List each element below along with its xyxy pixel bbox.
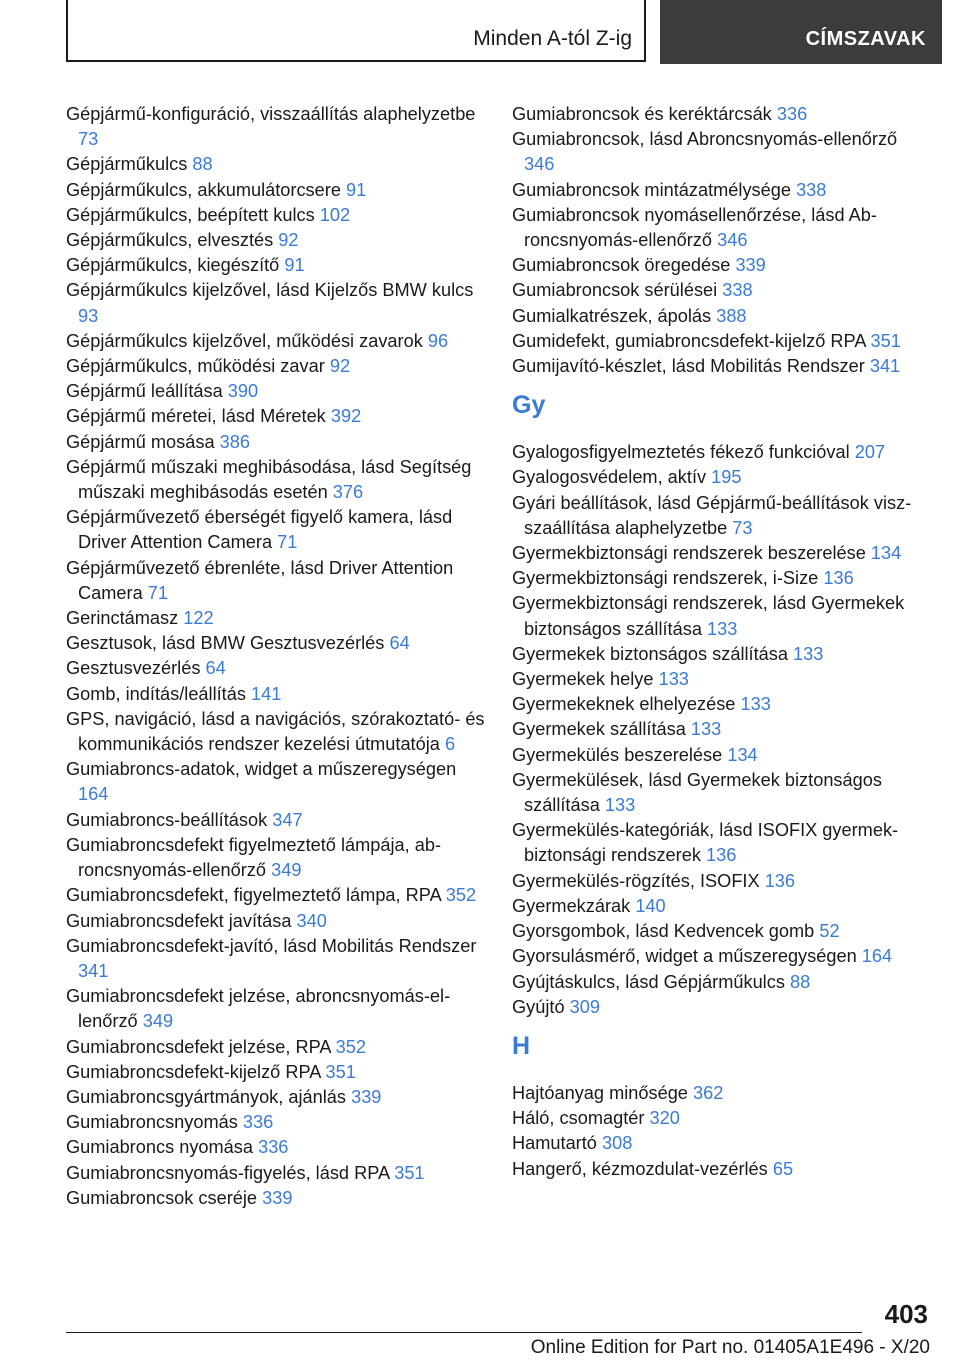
index-entry (512, 894, 932, 919)
index-entry-page-link[interactable]: 133 (793, 643, 824, 664)
index-entry-text: Háló, csomagtér (512, 1108, 645, 1129)
index-entry (66, 883, 486, 908)
index-entry (66, 228, 486, 253)
index-entry (512, 717, 932, 742)
index-entry-text: GPS, navigáció, lásd a navigációs, szórakoztató- és kommunikációs rendszer kezelési útmutatója (66, 708, 485, 755)
index-column-right (512, 102, 932, 1182)
index-entry (66, 178, 486, 203)
index-entry (66, 833, 486, 883)
index-entry-text: Gumiabroncsok cseréje (66, 1187, 258, 1208)
index-entry (512, 869, 932, 894)
index-entry-page-link[interactable]: 386 (219, 431, 251, 452)
index-entry-page-link[interactable]: 73 (78, 129, 99, 150)
section-tab-label: Minden A-tól Z-ig (473, 27, 632, 50)
index-entry (66, 707, 486, 757)
page-number: 403 (884, 1299, 928, 1329)
index-entry (66, 656, 486, 681)
index-entry-page-link[interactable]: 347 (272, 809, 303, 830)
index-entry-text: Gépjármű leállítása (66, 381, 223, 402)
index-entry (66, 379, 486, 404)
index-entry (512, 919, 932, 944)
index-entry-page-link[interactable]: 351 (870, 330, 901, 351)
index-entry (66, 102, 486, 152)
index-entry-text: Hajtóanyag minősége (512, 1082, 688, 1103)
index-entry (512, 253, 932, 278)
index-entry-page-link[interactable]: 96 (427, 330, 449, 351)
index-entry-page-link[interactable]: 93 (78, 305, 99, 326)
index-entry (512, 995, 932, 1020)
index-entry (66, 1186, 486, 1211)
index-entry-page-link[interactable]: 133 (604, 795, 636, 816)
index-entry-page-link[interactable]: 136 (705, 845, 737, 866)
index-entry (512, 203, 932, 253)
index-entry-page-link[interactable]: 308 (601, 1133, 633, 1154)
index-entry-text: Gumijavító-készlet, lásd Mobilitás Rendszer (512, 356, 865, 377)
index-entry-text: Gyújtó (512, 996, 565, 1017)
index-entry-page-link[interactable]: 339 (351, 1086, 382, 1107)
index-entry-text: Gyári beállítások, lásd Gépjármű-beállítások viszszaállítása alaphelyzetbe (512, 492, 912, 538)
index-entry (512, 102, 932, 127)
index-entry-text: Gépjárműkulcs kijelzővel, működési zavarok (66, 330, 423, 351)
index-entry (512, 970, 932, 995)
index-list-h (512, 1081, 932, 1182)
index-entry (66, 430, 486, 455)
index-entry-text: Gumiabroncsdefekt jelzése, RPA (66, 1036, 331, 1057)
index-entry (66, 757, 486, 807)
index-entry (512, 1157, 932, 1182)
index-entry-page-link[interactable]: 73 (732, 517, 753, 538)
index-entry-text: Gumiabroncsok mintázatmélysége (512, 179, 791, 200)
index-entry-page-link[interactable]: 71 (147, 582, 168, 603)
index-entry (512, 178, 932, 203)
index-entry-text: Gyalogosfigyelmeztetés fékező funkcióval (512, 442, 850, 463)
index-entry (66, 909, 486, 934)
index-entry (512, 818, 932, 868)
index-entry-page-link[interactable]: 140 (635, 895, 666, 916)
index-entry (66, 984, 486, 1034)
index-entry-text: Gyorsgombok, lásd Kedvencek gomb (512, 921, 815, 942)
index-entry-page-link[interactable]: 141 (251, 683, 282, 704)
index-entry-page-link[interactable]: 6 (444, 734, 456, 755)
index-list-g (512, 102, 932, 379)
index-entry-text: Gyorsulásmérő, widget a műszeregységen (512, 946, 857, 967)
index-list-gy (512, 440, 932, 1020)
index-entry (512, 1131, 932, 1156)
index-entry-text: Gyermekbiztonsági rendszerek beszerelése (512, 543, 866, 564)
index-entry-text: Gumiabroncsnyomás (66, 1112, 238, 1133)
index-entry-text: Gumiabroncsdefekt-kijelző RPA (66, 1061, 321, 1082)
index-entry-text: Gépjárműkulcs, kiegészítő (66, 255, 280, 276)
index-entry-page-link[interactable]: 362 (693, 1082, 724, 1103)
index-entry-page-link[interactable]: 339 (262, 1187, 293, 1208)
index-entry-text: Gumiabroncsok, lásd Abroncsnyomás-ellenőrző (512, 129, 898, 150)
index-entry-page-link[interactable]: 136 (764, 870, 796, 891)
index-entry-page-link[interactable]: 336 (776, 104, 808, 124)
index-entry-text: Gépjármű méretei, lásd Méretek (66, 406, 326, 427)
index-entry-text: Gerinctámasz (66, 608, 179, 629)
index-entry-text: Gépjárműkulcs, működési zavar (66, 356, 325, 377)
index-entry-text: Gumiabroncsok sérülései (512, 280, 718, 301)
index-entry (512, 591, 932, 641)
index-entry (66, 455, 486, 505)
index-entry-text: Gyújtáskulcs, lásd Gépjárműkulcs (512, 971, 785, 992)
index-entry (66, 934, 486, 984)
index-entry-text: Gumiabroncsdefekt javítása (66, 910, 292, 931)
index-entry-text: Gépjárműkulcs (66, 154, 188, 175)
index-entry-text: Gépjárműkulcs, beépített kulcs (66, 204, 315, 225)
index-entry-page-link[interactable]: 122 (183, 608, 214, 629)
index-entry-text: Gyermekülés beszerelése (512, 744, 723, 765)
index-entry-text: Gépjárműkulcs kijelzővel, lásd Kijelzős BMW kulcs (66, 280, 474, 301)
index-entry-text: Gumiabroncsok nyomásellenőrzése, lásd Abroncsnyomás-ellenőrző (512, 204, 877, 251)
index-entry-page-link[interactable]: 164 (78, 784, 109, 805)
index-entry-page-link[interactable]: 346 (524, 154, 555, 175)
index-entry (512, 440, 932, 465)
index-entry (512, 127, 932, 177)
index-entry-page-link[interactable]: 92 (278, 230, 299, 251)
index-entry (66, 1161, 486, 1186)
index-entry-page-link[interactable]: 52 (819, 921, 840, 942)
index-entry-text: Gumiabroncsgyártmányok, ajánlás (66, 1086, 347, 1107)
index-entry-page-link[interactable]: 64 (389, 633, 410, 654)
index-entry (66, 631, 486, 656)
index-entry (66, 354, 486, 379)
index-entry-text: Gumidefekt, gumiabroncsdefekt-kijelző RPA (512, 330, 866, 351)
index-entry-page-link[interactable]: 71 (277, 532, 298, 553)
index-entry-page-link[interactable]: 164 (861, 946, 893, 967)
index-entry-text: Gumiabroncsdefekt-javító, lásd Mobilitás Rendszer (66, 935, 477, 956)
index-entry-page-link[interactable]: 351 (325, 1061, 356, 1082)
index-entry-page-link[interactable]: 336 (242, 1112, 274, 1133)
index-entry-text: Gyermekbiztonsági rendszerek, i-Size (512, 568, 819, 589)
index-entry-page-link[interactable]: 392 (330, 406, 362, 427)
index-entry (66, 1110, 486, 1135)
index-entry (512, 667, 932, 692)
index-entry-text: Gesztusok, lásd BMW Gesztusvezérlés (66, 633, 385, 654)
index-entry (66, 1085, 486, 1110)
index-entry (66, 808, 486, 833)
index-entry-page-link[interactable]: 349 (142, 1011, 174, 1032)
index-entry-page-link[interactable]: 88 (789, 971, 811, 992)
index-entry-page-link[interactable]: 195 (711, 467, 742, 488)
index-entry (512, 465, 932, 490)
index-entry (512, 329, 932, 354)
page-header (0, 0, 960, 66)
index-entry (512, 768, 932, 818)
footer-divider (66, 1332, 862, 1333)
index-entry-page-link[interactable]: 91 (284, 255, 305, 276)
index-entry (512, 944, 932, 969)
index-entry-text: Gépjárműkulcs, elvesztés (66, 230, 274, 251)
index-entry-text: Hangerő, kézmozdulat-vezérlés (512, 1158, 768, 1179)
index-entry (66, 682, 486, 707)
index-entry-text: Gesztusvezérlés (66, 658, 201, 679)
index-entry-page-link[interactable]: 352 (445, 885, 477, 906)
index-entry-text: Gumiabroncsok és keréktárcsák (512, 104, 772, 124)
index-entry (66, 404, 486, 429)
index-entry-page-link[interactable]: 88 (192, 154, 213, 175)
index-entry (66, 505, 486, 555)
index-entry-page-link[interactable]: 390 (227, 381, 259, 402)
index-entry-text: Gyermekbiztonsági rendszerek, lásd Gyermekek biztonságos szállítása (512, 593, 905, 639)
index-entry-text: Gyermekülés-kategóriák, lásd ISOFIX gyermekbiztonsági rendszerek (512, 820, 899, 866)
index-entry-page-link[interactable]: 134 (727, 744, 758, 765)
index-entry-text: Gyermekeknek elhelyezése (512, 694, 736, 715)
index-entry-page-link[interactable]: 133 (690, 719, 722, 740)
index-entry-page-link[interactable]: 136 (823, 568, 854, 589)
index-entry (512, 1081, 932, 1106)
index-entry-text: Gyermekek helye (512, 669, 654, 690)
index-entry-text: Hamutartó (512, 1133, 597, 1154)
index-entry (66, 556, 486, 606)
index-entry-page-link[interactable]: 336 (258, 1137, 289, 1158)
index-entry-text: Gumiabroncsok öregedése (512, 255, 731, 276)
index-entry-page-link[interactable]: 134 (870, 543, 902, 564)
index-entry (512, 354, 932, 379)
index-entry-text: Gépjárművezető ébrenléte, lásd Driver Attention Camera (66, 557, 454, 603)
section-heading-h: H (512, 1031, 531, 1060)
index-entry-text: Gumiabroncs nyomása (66, 1137, 254, 1158)
index-entry (512, 491, 932, 541)
index-entry-page-link[interactable]: 352 (335, 1036, 366, 1057)
index-entry-text: Gumiabroncsnyomás-figyelés, lásd RPA (66, 1162, 390, 1183)
section-tab[interactable] (66, 0, 646, 62)
index-entry-page-link[interactable]: 309 (569, 996, 600, 1017)
index-entry-page-link[interactable]: 341 (869, 356, 901, 377)
index-entry-text: Gyalogosvédelem, aktív (512, 467, 707, 488)
index-entry (512, 1106, 932, 1131)
index-entry-text: Gépjármű-konfiguráció, visszaállítás alaphelyzetbe (66, 104, 476, 124)
index-entry-page-link[interactable]: 92 (329, 356, 351, 377)
index-entry (66, 329, 486, 354)
index-entry (66, 253, 486, 278)
index-entry (512, 743, 932, 768)
index-entry (66, 1135, 486, 1160)
index-entry-text: Gumiabroncsdefekt figyelmeztető lámpája, abroncsnyomás-ellenőrző (66, 834, 442, 881)
index-entry-text: Gyermekülések, lásd Gyermekek biztonságos szállítása (512, 769, 882, 816)
edition-footer: Online Edition for Part no. 01405A1E496 - X/20 (530, 1337, 930, 1358)
index-entry-page-link[interactable]: 102 (319, 204, 351, 225)
index-entry-page-link[interactable]: 207 (854, 442, 886, 463)
index-entry-text: Gumiabroncs-beállítások (66, 809, 268, 830)
index-entry (66, 278, 486, 328)
index-entry (512, 304, 932, 329)
index-entry-page-link[interactable]: 91 (346, 179, 367, 200)
index-entry (512, 541, 932, 566)
index-entry-page-link[interactable]: 133 (707, 618, 738, 639)
index-entry (512, 566, 932, 591)
index-entry (66, 1060, 486, 1085)
index-entry (66, 152, 486, 177)
index-entry-page-link[interactable]: 133 (658, 669, 689, 690)
index-entry-text: Gépjárművezető éberségét figyelő kamera, lásd Driver Attention Camera (66, 507, 453, 553)
index-entry-page-link[interactable]: 320 (649, 1108, 680, 1129)
section-heading-gy: Gy (512, 391, 546, 420)
index-entry-page-link[interactable]: 376 (332, 482, 364, 503)
index-entry (66, 1035, 486, 1060)
active-section-tab[interactable] (660, 0, 942, 64)
index-entry-text: Gyermekek biztonságos szállítása (512, 643, 788, 664)
index-entry-page-link[interactable]: 349 (271, 860, 302, 881)
index-entry-text: Gépjármű mosása (66, 431, 215, 452)
index-entry-page-link[interactable]: 65 (772, 1158, 794, 1179)
index-entry-page-link[interactable]: 351 (394, 1162, 425, 1183)
index-entry-page-link[interactable]: 388 (716, 305, 747, 326)
index-entry-text: Gyermekülés-rögzítés, ISOFIX (512, 870, 760, 891)
index-entry-text: Gépjármű műszaki meghibásodása, lásd Segítség műszaki meghibásodás esetén (66, 456, 472, 503)
index-entry-text: Gomb, indítás/leállítás (66, 683, 246, 704)
index-entry-text: Gumiabroncsdefekt jelzése, abroncsnyomás-ellenőrző (66, 986, 451, 1032)
index-entry-page-link[interactable]: 338 (796, 179, 827, 200)
index-entry (512, 278, 932, 303)
index-entry (512, 642, 932, 667)
index-entry-text: Gumialkatrészek, ápolás (512, 305, 712, 326)
index-entry-text: Gyermekzárak (512, 895, 631, 916)
index-entry-text: Gumiabroncs-adatok, widget a műszeregységen (66, 759, 457, 780)
index-entry-page-link[interactable]: 340 (296, 910, 327, 931)
index-entry-text: Gyermekek szállítása (512, 719, 686, 740)
index-entry-text: Gépjárműkulcs, akkumulátorcsere (66, 179, 341, 200)
index-entry-text: Gumiabroncsdefekt, figyelmeztető lámpa, RPA (66, 885, 441, 906)
index-entry (66, 606, 486, 631)
active-section-label: CÍMSZAVAK (805, 28, 926, 50)
index-entry-page-link[interactable]: 133 (740, 694, 771, 715)
index-column-left (66, 102, 486, 1211)
index-entry-page-link[interactable]: 341 (78, 960, 109, 981)
index-entry (512, 692, 932, 717)
index-entry-page-link[interactable]: 346 (717, 230, 748, 251)
index-entry-page-link[interactable]: 339 (735, 255, 766, 276)
index-entry-page-link[interactable]: 338 (722, 280, 753, 301)
index-entry (66, 203, 486, 228)
index-entry-page-link[interactable]: 64 (205, 658, 226, 679)
